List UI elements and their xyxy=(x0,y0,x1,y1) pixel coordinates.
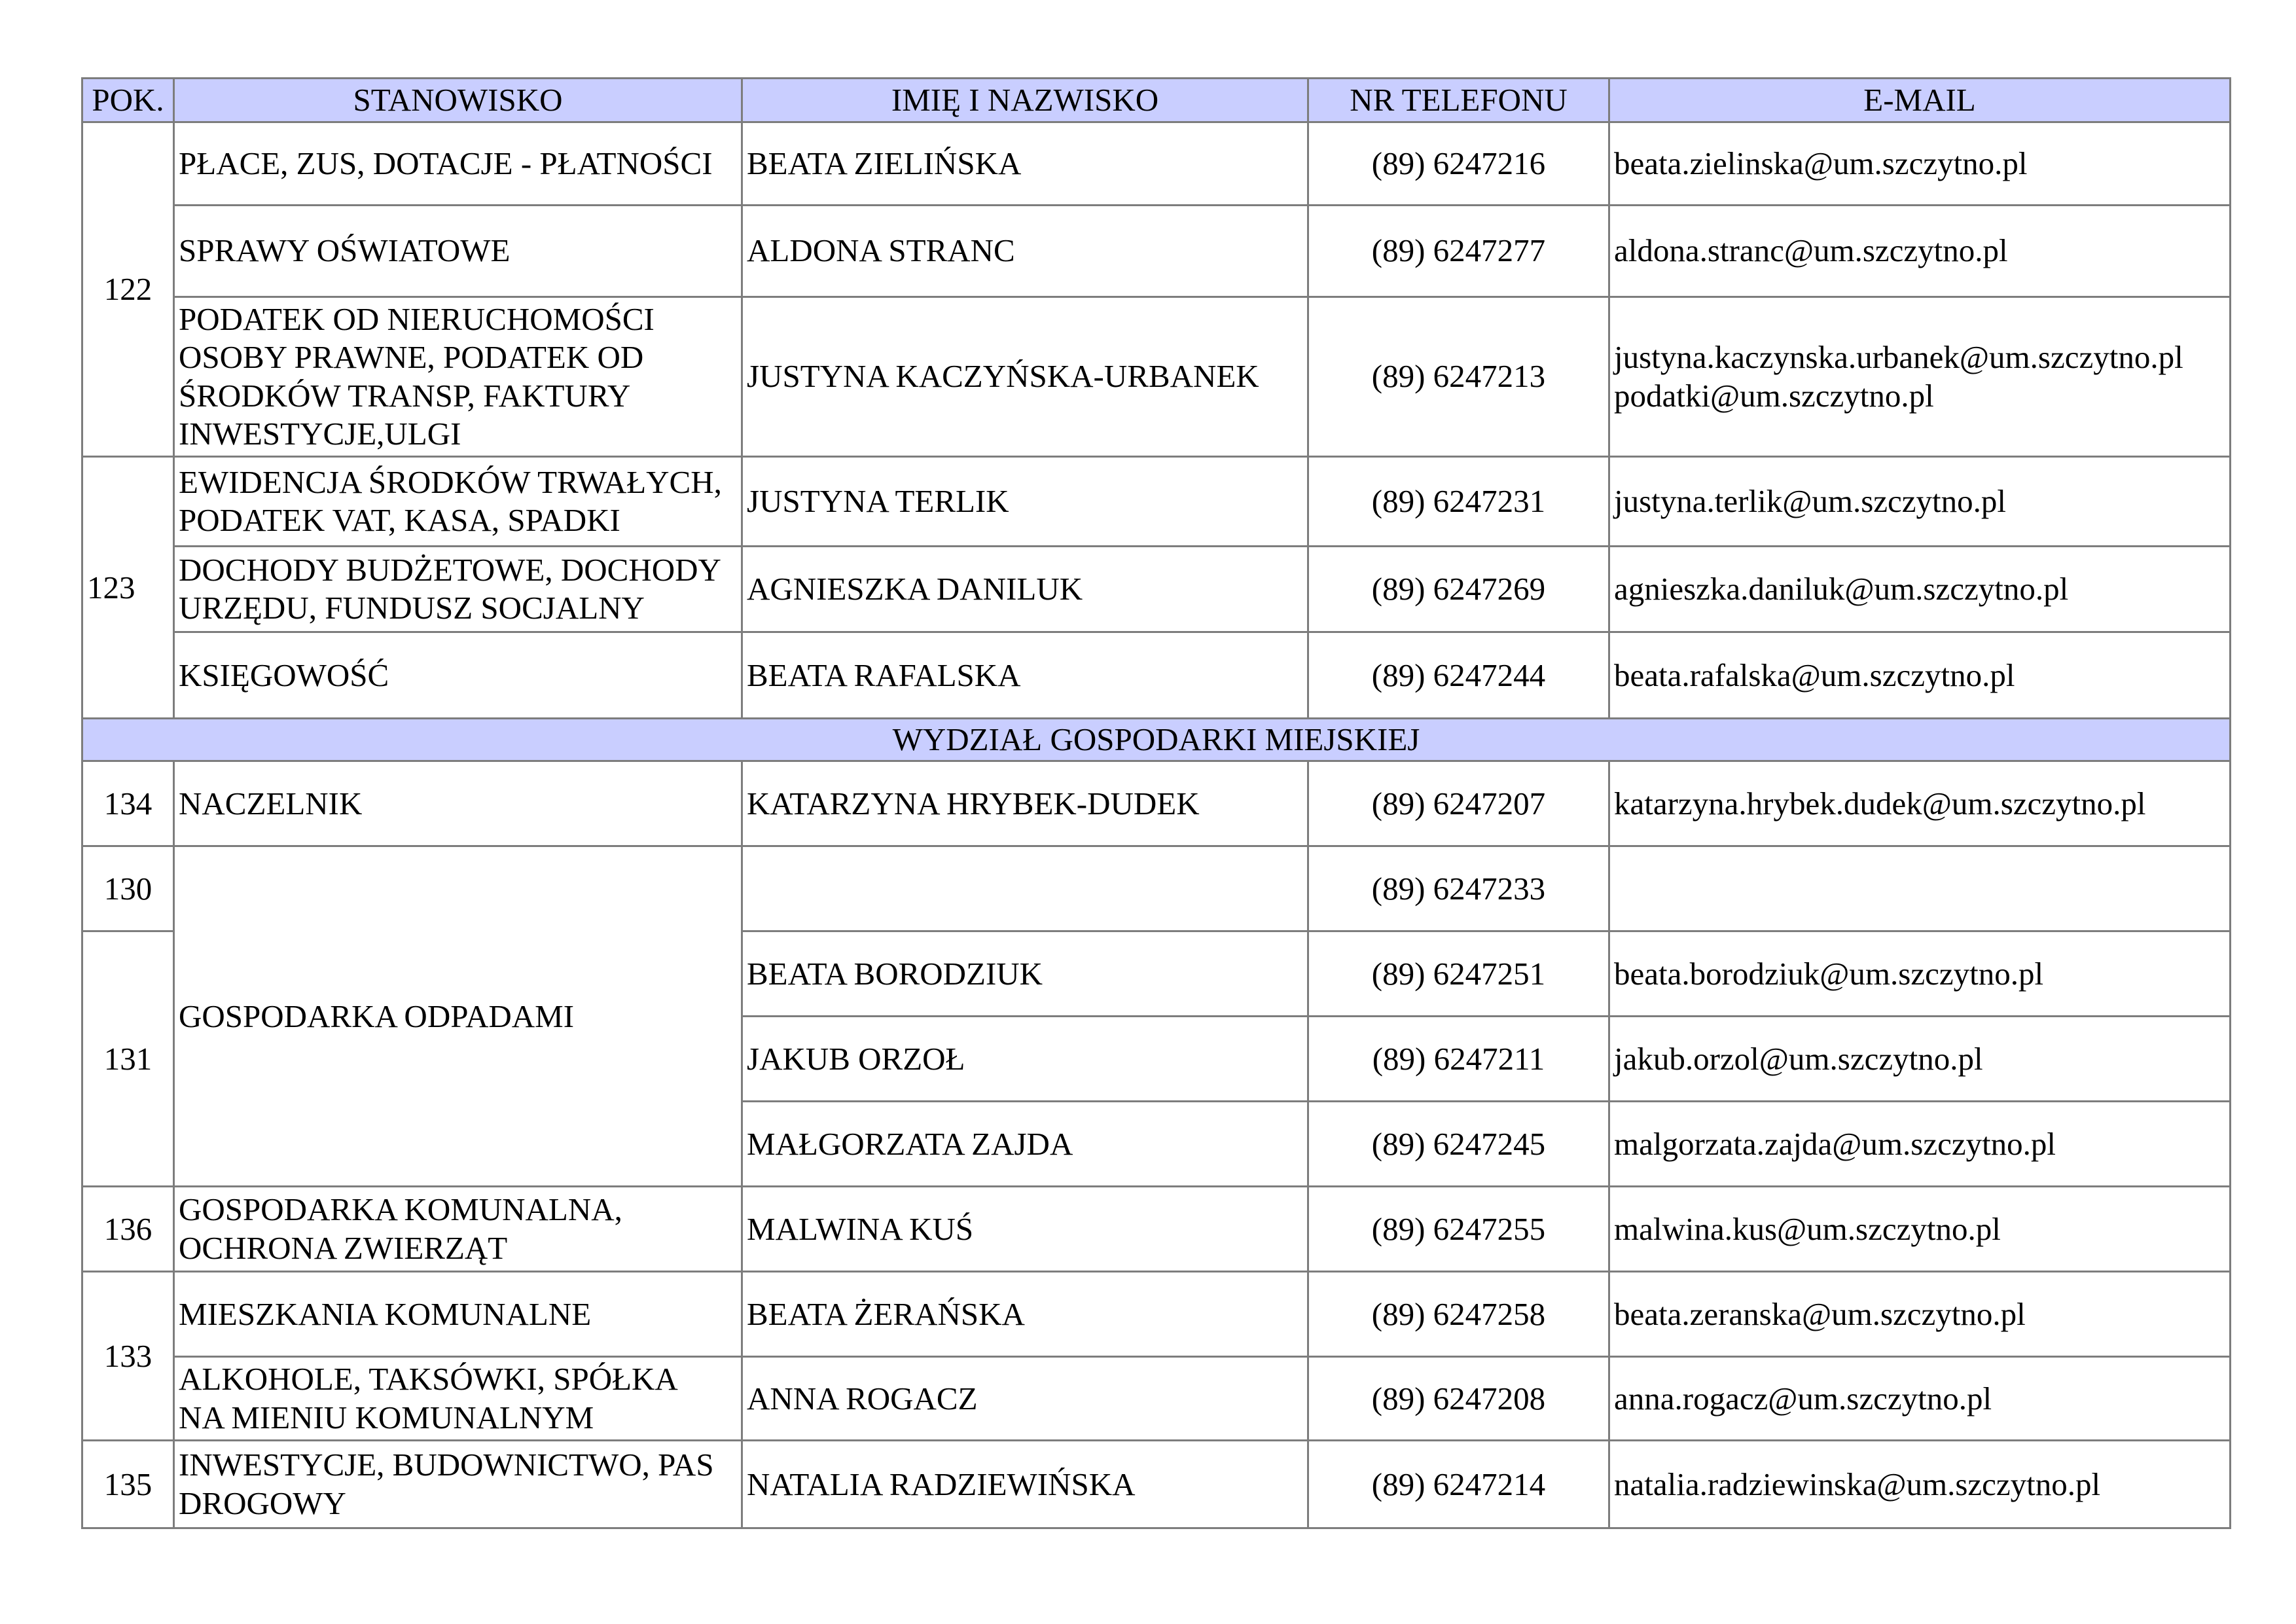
position-line: OCHRONA ZWIERZĄT xyxy=(179,1229,508,1266)
name-cell: BEATA BORODZIUK xyxy=(742,931,1308,1017)
room-number: 131 xyxy=(82,931,174,1187)
email-cell[interactable]: agnieszka.daniluk@um.szczytno.pl xyxy=(1609,547,2231,632)
room-number: 135 xyxy=(82,1441,174,1528)
email-cell[interactable]: aldona.stranc@um.szczytno.pl xyxy=(1609,206,2231,297)
name-cell: BEATA ŻERAŃSKA xyxy=(742,1272,1308,1357)
position-line: ŚRODKÓW TRANSP, FAKTURY xyxy=(179,377,631,414)
table-row xyxy=(82,547,2231,632)
table-row xyxy=(82,846,2231,931)
position-cell xyxy=(174,547,742,632)
name-cell: MALWINA KUŚ xyxy=(742,1187,1308,1272)
phone-cell: (89) 6247213 xyxy=(1308,297,1609,457)
email-cell[interactable]: beata.zeranska@um.szczytno.pl xyxy=(1609,1272,2231,1357)
phone-cell: (89) 6247207 xyxy=(1308,761,1609,846)
section-header-row xyxy=(82,719,2231,761)
table-row xyxy=(82,1441,2231,1528)
name-cell: BEATA RAFALSKA xyxy=(742,632,1308,719)
email-line[interactable]: justyna.kaczynska.urbanek@um.szczytno.pl xyxy=(1614,339,2183,376)
phone-cell: (89) 6247233 xyxy=(1308,846,1609,931)
name-cell: ANNA ROGACZ xyxy=(742,1357,1308,1441)
phone-cell: (89) 6247245 xyxy=(1308,1102,1609,1187)
name-cell: ALDONA STRANC xyxy=(742,206,1308,297)
email-cell xyxy=(1609,846,2231,931)
table-row xyxy=(82,206,2231,297)
position-cell xyxy=(174,297,742,457)
table-header-row xyxy=(82,79,2231,122)
email-cell[interactable]: malwina.kus@um.szczytno.pl xyxy=(1609,1187,2231,1272)
email-cell[interactable]: natalia.radziewinska@um.szczytno.pl xyxy=(1609,1441,2231,1528)
phone-cell: (89) 6247214 xyxy=(1308,1441,1609,1528)
table-row xyxy=(82,122,2231,206)
room-number: 130 xyxy=(82,846,174,931)
table-row xyxy=(82,632,2231,719)
table-row xyxy=(82,1187,2231,1272)
position-line: NA MIENIU KOMUNALNYM xyxy=(179,1399,594,1435)
email-line[interactable]: podatki@um.szczytno.pl xyxy=(1614,377,1934,414)
phone-cell: (89) 6247269 xyxy=(1308,547,1609,632)
room-number: 134 xyxy=(82,761,174,846)
table-row xyxy=(82,297,2231,457)
name-cell xyxy=(742,846,1308,931)
email-cell[interactable] xyxy=(1609,297,2231,457)
phone-cell: (89) 6247277 xyxy=(1308,206,1609,297)
phone-cell: (89) 6247211 xyxy=(1308,1017,1609,1102)
position-line: PODATEK VAT, KASA, SPADKI xyxy=(179,502,620,539)
column-header-room: POK. xyxy=(82,79,174,122)
table-row xyxy=(82,1357,2231,1441)
phone-cell: (89) 6247258 xyxy=(1308,1272,1609,1357)
position-cell: NACZELNIK xyxy=(174,761,742,846)
name-cell: JUSTYNA KACZYŃSKA-URBANEK xyxy=(742,297,1308,457)
position-cell xyxy=(174,457,742,547)
position-cell xyxy=(174,1441,742,1528)
room-number: 133 xyxy=(82,1272,174,1441)
phone-cell: (89) 6247216 xyxy=(1308,122,1609,206)
phone-cell: (89) 6247208 xyxy=(1308,1357,1609,1441)
position-line: ALKOHOLE, TAKSÓWKI, SPÓŁKA xyxy=(179,1361,678,1398)
position-cell: SPRAWY OŚWIATOWE xyxy=(174,206,742,297)
position-cell: PŁACE, ZUS, DOTACJE - PŁATNOŚCI xyxy=(174,122,742,206)
column-header-email: E-MAIL xyxy=(1609,79,2231,122)
contact-directory-table xyxy=(81,77,2231,1529)
phone-cell: (89) 6247244 xyxy=(1308,632,1609,719)
email-cell[interactable]: beata.rafalska@um.szczytno.pl xyxy=(1609,632,2231,719)
position-line: URZĘDU, FUNDUSZ SOCJALNY xyxy=(179,590,645,626)
table-row xyxy=(82,761,2231,846)
phone-cell: (89) 6247255 xyxy=(1308,1187,1609,1272)
room-number: 122 xyxy=(82,122,174,457)
name-cell: BEATA ZIELIŃSKA xyxy=(742,122,1308,206)
column-header-phone: NR TELEFONU xyxy=(1308,79,1609,122)
position-line: GOSPODARKA KOMUNALNA, xyxy=(179,1191,622,1228)
position-cell xyxy=(174,1357,742,1441)
email-cell[interactable]: beata.zielinska@um.szczytno.pl xyxy=(1609,122,2231,206)
position-cell: GOSPODARKA ODPADAMI xyxy=(174,846,742,1187)
position-line: OSOBY PRAWNE, PODATEK OD xyxy=(179,339,644,376)
position-cell: MIESZKANIA KOMUNALNE xyxy=(174,1272,742,1357)
position-line: INWESTYCJE,ULGI xyxy=(179,415,461,452)
room-number: 123 xyxy=(82,457,174,719)
section-title: WYDZIAŁ GOSPODARKI MIEJSKIEJ xyxy=(82,719,2231,761)
name-cell: AGNIESZKA DANILUK xyxy=(742,547,1308,632)
email-cell[interactable]: beata.borodziuk@um.szczytno.pl xyxy=(1609,931,2231,1017)
table-row xyxy=(82,457,2231,547)
email-cell[interactable]: malgorzata.zajda@um.szczytno.pl xyxy=(1609,1102,2231,1187)
position-line: PODATEK OD NIERUCHOMOŚCI xyxy=(179,301,655,337)
position-line: DOCHODY BUDŻETOWE, DOCHODY xyxy=(179,551,721,588)
position-line: DROGOWY xyxy=(179,1485,346,1521)
email-cell[interactable]: anna.rogacz@um.szczytno.pl xyxy=(1609,1357,2231,1441)
column-header-name: IMIĘ I NAZWISKO xyxy=(742,79,1308,122)
room-number: 136 xyxy=(82,1187,174,1272)
name-cell: NATALIA RADZIEWIŃSKA xyxy=(742,1441,1308,1528)
name-cell: MAŁGORZATA ZAJDA xyxy=(742,1102,1308,1187)
position-line: EWIDENCJA ŚRODKÓW TRWAŁYCH, xyxy=(179,463,722,500)
position-cell xyxy=(174,1187,742,1272)
phone-cell: (89) 6247231 xyxy=(1308,457,1609,547)
position-line: INWESTYCJE, BUDOWNICTWO, PAS xyxy=(179,1447,714,1483)
name-cell: JUSTYNA TERLIK xyxy=(742,457,1308,547)
email-cell[interactable]: katarzyna.hrybek.dudek@um.szczytno.pl xyxy=(1609,761,2231,846)
phone-cell: (89) 6247251 xyxy=(1308,931,1609,1017)
name-cell: KATARZYNA HRYBEK-DUDEK xyxy=(742,761,1308,846)
table-row xyxy=(82,1272,2231,1357)
position-cell: KSIĘGOWOŚĆ xyxy=(174,632,742,719)
column-header-position: STANOWISKO xyxy=(174,79,742,122)
email-cell[interactable]: justyna.terlik@um.szczytno.pl xyxy=(1609,457,2231,547)
name-cell: JAKUB ORZOŁ xyxy=(742,1017,1308,1102)
email-cell[interactable]: jakub.orzol@um.szczytno.pl xyxy=(1609,1017,2231,1102)
